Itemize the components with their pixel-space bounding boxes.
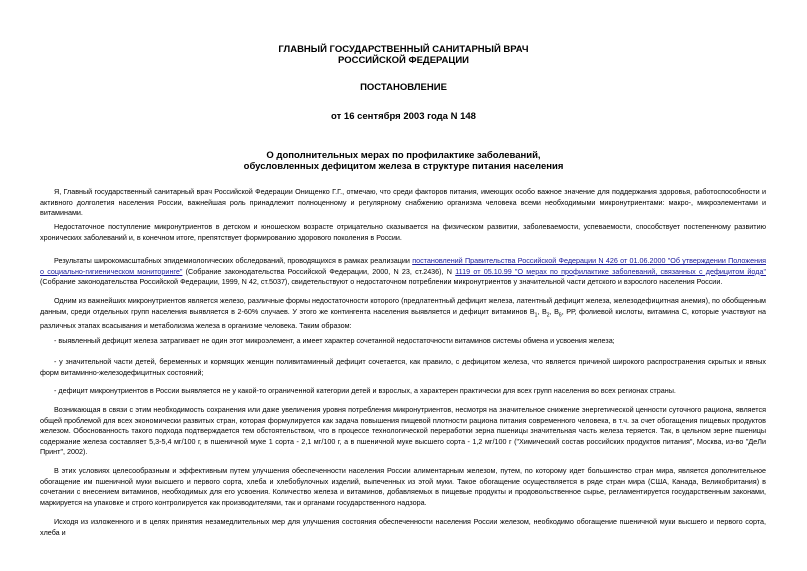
title-line-2: обусловленных дефицитом железа в структуре питания населения: [243, 161, 564, 172]
list-item-2-text: - у значительной части детей, беременных и кормящих женщин поливитаминный дефицит сочетается, как правило, с дефицитом железа, что является причиной широкого распространения скрытых и явных форм витаминно-железодефицитных состояний;: [40, 357, 766, 377]
paragraph-4-text-c: , В: [549, 306, 559, 316]
subscript-b1: 1: [534, 312, 538, 319]
link-government-decree-426[interactable]: постановлений Правительства Российской Федерации N 426 от 01.06.2000 "Об утверждении Положения о социально-гигиеническом мониторинге": [40, 256, 766, 276]
paragraph-7-text: Исходя из изложенного и в целях принятия незамедлительных мер для улучшения состояния обеспеченности населения России железом, необходимо обогащение пшеничной муки высшего и первого сорта, хлеба и: [40, 517, 766, 537]
paragraph-4-text-b: , В: [537, 306, 547, 316]
list-item-1-text: - выявленный дефицит железа затрагивает не один этот микроэлемент, а имеет характер сочетанной недостаточности витаминов системы обмена и усвоения железа;: [54, 336, 615, 345]
title-line-1: О дополнительных мерах по профилактике заболеваний,: [266, 150, 541, 161]
paragraph-5-text: Возникающая в связи с этим необходимость сохранения или даже увеличения уровня потребления микронутриентов, несмотря на значительное снижение энергетической ценности суточного рациона, является общей проблемой для всех экономически развитых стран, которая формулируется как задача повышения пищевой плотности рациона питания современного человека, в т.ч. за счет обогащения пищевых продуктов железом. Обоснованность такого подхода подтверждается тем обстоятельством, что в процессе технологической переработки зерна пшеницы значительная часть железа теряется. Так, в цельном зерне пшеницы содержание железа составляет 5,3-5,4 мг/100 г, в пшеничной муке 1 сорта - 2,1 мг/100 г, а в пшеничной муке высшего сорта - 1,2 мг/100 г ("Химический состав российских продуктов питания", Москва, из-во "ДеЛи Принт", 2002).: [40, 405, 766, 457]
paragraph-4-text-d: , РР, фолиевой кислоты, витамина С, которые участвуют на различных этапах всасывания и метаболизма железа в организме человека. Таким образом:: [40, 306, 766, 330]
paragraph-3-text-b: (Собрание законодательства Российской Федерации, 2000, N 23, ст.2436), N: [182, 266, 456, 276]
paragraph-4-text-a: Одним из важнейших микронутриентов является железо, различные формы недостаточности которого (предлатентный дефицит железа, латентный дефицит железа, железодефицитная анемия), по обобщенным данным, среди отдельных групп населения выявляется в 2-60% случаев. У этого же контингента населения выявляется и дефицит витаминов В: [40, 296, 766, 316]
paragraph-3-text-c: (Собрание законодательства Российской Федерации, 1999, N 42, ст.5037), свидетельствуют о недостаточном потреблении микронутриентов у значительной части детского и взрослого населения России.: [40, 277, 723, 287]
issuer-line-2: РОССИЙСКОЙ ФЕДЕРАЦИИ: [337, 55, 469, 66]
subscript-b2: 2: [546, 312, 550, 319]
paragraph-5: [40, 405, 766, 458]
paragraph-3: [40, 256, 766, 288]
paragraph-6: [40, 466, 766, 508]
list-item-3: [40, 386, 766, 397]
paragraph-2-text: Недостаточное поступление микронутриентов в детском и юношеском возрасте отрицательно сказывается на физическом развитии, заболеваемости, успеваемости, способствует постепенному развитию хронических заболеваний и, в конечном итоге, препятствует формированию здорового поколения в России.: [40, 222, 766, 242]
paragraph-4: [40, 296, 766, 331]
link-government-decree-1119[interactable]: 1119 от 05.10.99 "О мерах по профилактике заболеваний, связанных с дефицитом йода": [455, 266, 766, 276]
list-item-1: [40, 336, 766, 347]
issuer-line-1: ГЛАВНЫЙ ГОСУДАРСТВЕННЫЙ САНИТАРНЫЙ ВРАЧ: [278, 44, 529, 55]
list-item-2: [40, 357, 766, 378]
document-type: ПОСТАНОВЛЕНИЕ: [360, 82, 447, 93]
issuer-title: [0, 44, 807, 66]
subscript-b6: 6: [558, 312, 562, 319]
paragraph-6-text: В этих условиях целесообразным и эффективным путем улучшения обеспеченности населения России алиментарным железом, путем, по которому идет большинство стран мира, является дополнительное обогащение им пшеничной муки высшего и первого сорта, хлеба и хлебобулочных изделий, выпеченных из этой муки. Такое обогащение осуществляется в ряде стран мира (США, Канада, Великобритания) в сочетании с внесением витаминов, необходимых для его усвоения. Количество железа и витаминов, добавляемых в пищевые продукты и продовольственное сырье, регламентируется государственным законами, маркируется на упаковке и строго контролируется как производителями, так и органами государственного надзора.: [40, 466, 766, 507]
paragraph-3-text-a: Результаты широкомасштабных эпидемиологических обследований, проводящихся в рамках реализации: [54, 256, 413, 265]
paragraph-7: [40, 517, 766, 538]
paragraph-1-text: Я, Главный государственный санитарный врач Российской Федерации Онищенко Г.Г., отмечаю, что среди факторов питания, имеющих особо важное значение для поддержания здоровья, работоспособности и активного долголетия населения России, важнейшая роль принадлежит полноценному и регулярному снабжению организма человека всеми необходимыми микронутриентами: макро-, микроэлементами и витаминами.: [40, 187, 766, 218]
document-title: [0, 150, 807, 172]
list-item-3-text: - дефицит микронутриентов в России выявляется не у какой-то ограниченной категории детей и взрослых, а характерен практически для всех групп населения во всех регионах страны.: [54, 386, 676, 395]
document-date: от 16 сентября 2003 года N 148: [331, 111, 476, 122]
paragraph-1: [40, 187, 766, 219]
paragraph-2: [40, 222, 766, 243]
